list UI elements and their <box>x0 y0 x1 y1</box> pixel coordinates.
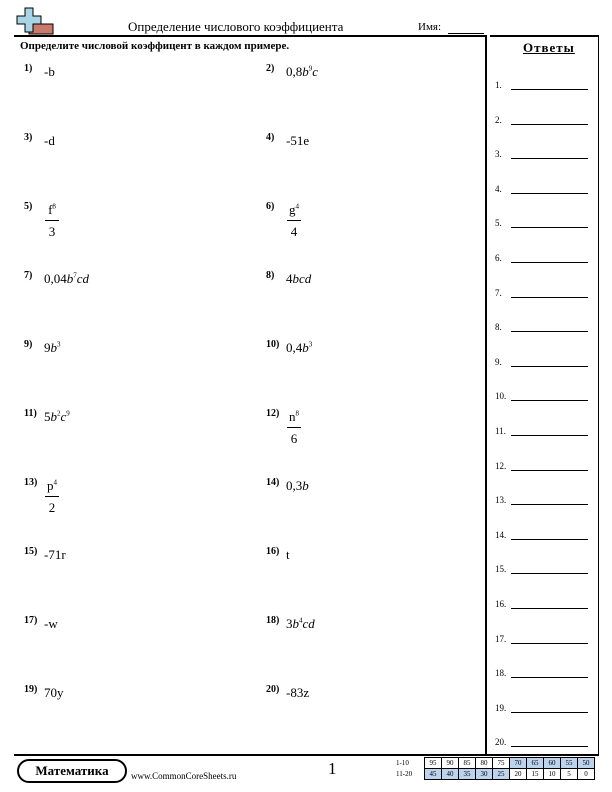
problem-expression: $0,4b^3$ <box>286 340 313 355</box>
score-cell: 85 <box>459 758 476 769</box>
answer-row <box>495 703 595 717</box>
problem-expression: $0,8b^9c$ <box>286 64 319 79</box>
problem-expression: $3b^4cd$ <box>286 616 315 631</box>
problem-number: 12) <box>266 408 280 419</box>
score-cell: 50 <box>578 758 595 769</box>
answer-line[interactable] <box>511 746 588 747</box>
answer-number: 8. <box>495 322 502 333</box>
answer-number: 16. <box>495 599 507 609</box>
problem-number: 13) <box>24 477 38 488</box>
answer-line[interactable] <box>511 470 588 471</box>
problem-item <box>24 477 254 532</box>
site-url: www.CommonCoreSheets.ru <box>131 771 237 781</box>
score-cell: 15 <box>527 769 544 780</box>
subject-badge: Математика <box>17 759 127 783</box>
problem-expression: -d <box>44 133 55 148</box>
problem-number: 16) <box>266 546 280 557</box>
answer-line[interactable] <box>511 608 588 609</box>
problem-expression: 0,3b <box>286 478 309 493</box>
answer-line[interactable] <box>511 158 588 159</box>
fraction-expression: $\frac{n^8}{6}$ <box>289 409 299 446</box>
header-divider <box>14 35 486 37</box>
problem-item <box>266 201 496 256</box>
problem-expression: t <box>286 547 290 562</box>
problem-item <box>24 546 254 601</box>
answer-row <box>495 668 595 682</box>
instructions: Определите числовой коэффицент в каждом примере. <box>20 40 290 52</box>
score-cell: 80 <box>476 758 493 769</box>
answer-line[interactable] <box>511 262 588 263</box>
problem-number: 7) <box>24 270 33 281</box>
score-cell: 10 <box>544 769 561 780</box>
answer-row <box>495 322 595 336</box>
problem-item <box>24 270 254 325</box>
answer-number: 3. <box>495 149 502 160</box>
answer-number: 9. <box>495 356 502 367</box>
answer-line[interactable] <box>511 366 588 367</box>
score-cell: 60 <box>544 758 561 769</box>
problem-item <box>266 684 496 739</box>
problem-number: 15) <box>24 546 38 557</box>
score-row <box>394 769 595 780</box>
problem-expression: -51e <box>286 133 310 148</box>
answer-line[interactable] <box>511 435 588 436</box>
answer-row <box>495 80 595 94</box>
score-cell: 5 <box>561 769 578 780</box>
problem-item <box>266 477 496 532</box>
problem-item <box>266 270 496 325</box>
column-divider <box>485 35 487 754</box>
score-cell: 75 <box>493 758 510 769</box>
answer-row <box>495 115 595 129</box>
answer-row <box>495 461 595 475</box>
score-cell: 30 <box>476 769 493 780</box>
answer-row <box>495 426 595 440</box>
footer-divider <box>14 754 598 756</box>
score-cell: 65 <box>527 758 544 769</box>
score-row <box>394 758 595 769</box>
problem-item <box>24 201 254 256</box>
fraction-expression: $\frac{f^8}{3}$ <box>45 202 59 240</box>
name-field-line[interactable] <box>448 33 484 34</box>
problem-item <box>266 615 496 670</box>
answer-line[interactable] <box>511 331 588 332</box>
answer-number: 11. <box>495 426 506 436</box>
score-range-label: 1-10 <box>396 759 409 767</box>
problem-expression: 70y <box>44 685 64 700</box>
problem-number: 6) <box>266 201 275 212</box>
problem-expression: $9b^3$ <box>44 340 61 355</box>
score-cell: 95 <box>425 758 442 769</box>
problem-item <box>24 339 254 394</box>
name-label: Имя: <box>418 21 442 33</box>
problem-number: 2) <box>266 63 275 74</box>
problem-item <box>24 408 254 463</box>
answer-number: 13. <box>495 495 507 506</box>
answer-row <box>495 218 595 232</box>
score-table <box>394 757 595 780</box>
answer-row <box>495 357 595 371</box>
score-cell: 20 <box>510 769 527 780</box>
answer-row <box>495 149 595 163</box>
problem-expression: $0,04b^7cd$ <box>44 271 90 286</box>
answer-line[interactable] <box>511 504 588 505</box>
problem-item <box>24 132 254 187</box>
problem-expression: -71r <box>44 547 66 562</box>
problem-expression: 4bcd <box>286 271 312 286</box>
score-cell: 70 <box>510 758 527 769</box>
problem-number: 9) <box>24 339 33 350</box>
answer-line[interactable] <box>511 539 588 540</box>
answer-line[interactable] <box>511 124 588 125</box>
problem-item <box>266 408 496 463</box>
answer-number: 5. <box>495 218 502 229</box>
problem-item <box>266 339 496 394</box>
answer-row <box>495 495 595 509</box>
answer-line[interactable] <box>511 677 588 678</box>
problem-number: 10) <box>266 339 280 350</box>
score-cell: 55 <box>561 758 578 769</box>
score-cell: 90 <box>442 758 459 769</box>
answer-line[interactable] <box>511 712 588 713</box>
problem-expression: -83z <box>286 685 310 700</box>
answer-row <box>495 288 595 302</box>
answer-line[interactable] <box>511 643 588 644</box>
problem-number: 14) <box>266 477 280 488</box>
answer-row <box>495 184 595 198</box>
problem-number: 8) <box>266 270 275 281</box>
answer-line[interactable] <box>511 297 588 298</box>
answer-row <box>495 564 595 578</box>
problem-item <box>266 546 496 601</box>
problem-number: 4) <box>266 132 275 143</box>
problem-item <box>266 132 496 187</box>
answer-line[interactable] <box>511 400 588 401</box>
fraction-expression: $\frac{g^4}{4}$ <box>289 202 299 239</box>
answer-number: 10. <box>495 391 507 402</box>
score-cell: 40 <box>442 769 459 780</box>
logo-icon <box>15 6 55 38</box>
problem-number: 3) <box>24 132 33 143</box>
score-range-label: 11-20 <box>396 770 413 778</box>
problem-number: 1) <box>24 63 33 74</box>
answer-number: 1. <box>495 80 502 90</box>
answer-row <box>495 391 595 405</box>
problem-expression: -w <box>44 616 58 631</box>
score-cell: 45 <box>425 769 442 780</box>
problem-item <box>24 63 254 118</box>
answers-title: Ответы <box>523 40 575 55</box>
problem-expression: $5b^2c^9$ <box>44 409 70 424</box>
answer-number: 17. <box>495 633 507 644</box>
answer-row <box>495 530 595 544</box>
problem-item <box>24 615 254 670</box>
answer-line[interactable] <box>511 227 588 228</box>
answer-row <box>495 253 595 267</box>
problem-number: 11) <box>24 408 37 419</box>
problem-item <box>266 63 496 118</box>
answer-number: 7. <box>495 287 502 298</box>
answer-number: 12. <box>495 460 507 471</box>
answer-line[interactable] <box>511 193 588 194</box>
answer-row <box>495 634 595 648</box>
page-number: 1 <box>328 759 337 778</box>
answer-number: 18. <box>495 668 507 679</box>
score-cell: 0 <box>578 769 595 780</box>
answer-number: 2. <box>495 114 502 125</box>
score-cell: 25 <box>493 769 510 780</box>
problem-number: 17) <box>24 615 38 626</box>
answer-number: 15. <box>495 564 507 575</box>
score-cell: 35 <box>459 769 476 780</box>
answer-number: 20. <box>495 737 507 748</box>
problem-number: 19) <box>24 684 38 695</box>
answer-number: 6. <box>495 253 502 263</box>
problem-number: 5) <box>24 201 33 212</box>
answer-row <box>495 737 595 751</box>
answer-line[interactable] <box>511 573 588 574</box>
problem-item <box>24 684 254 739</box>
problem-number: 18) <box>266 615 280 626</box>
answer-row <box>495 599 595 613</box>
fraction-expression: $\frac{p^4}{2}$ <box>47 478 57 515</box>
problem-number: 20) <box>266 684 280 695</box>
problem-expression: -b <box>44 64 55 79</box>
answer-line[interactable] <box>511 89 588 90</box>
page-title: Определение числового коэффициента <box>128 19 344 34</box>
answer-number: 4. <box>495 183 502 194</box>
answer-number: 19. <box>495 702 507 713</box>
answer-number: 14. <box>495 529 507 540</box>
